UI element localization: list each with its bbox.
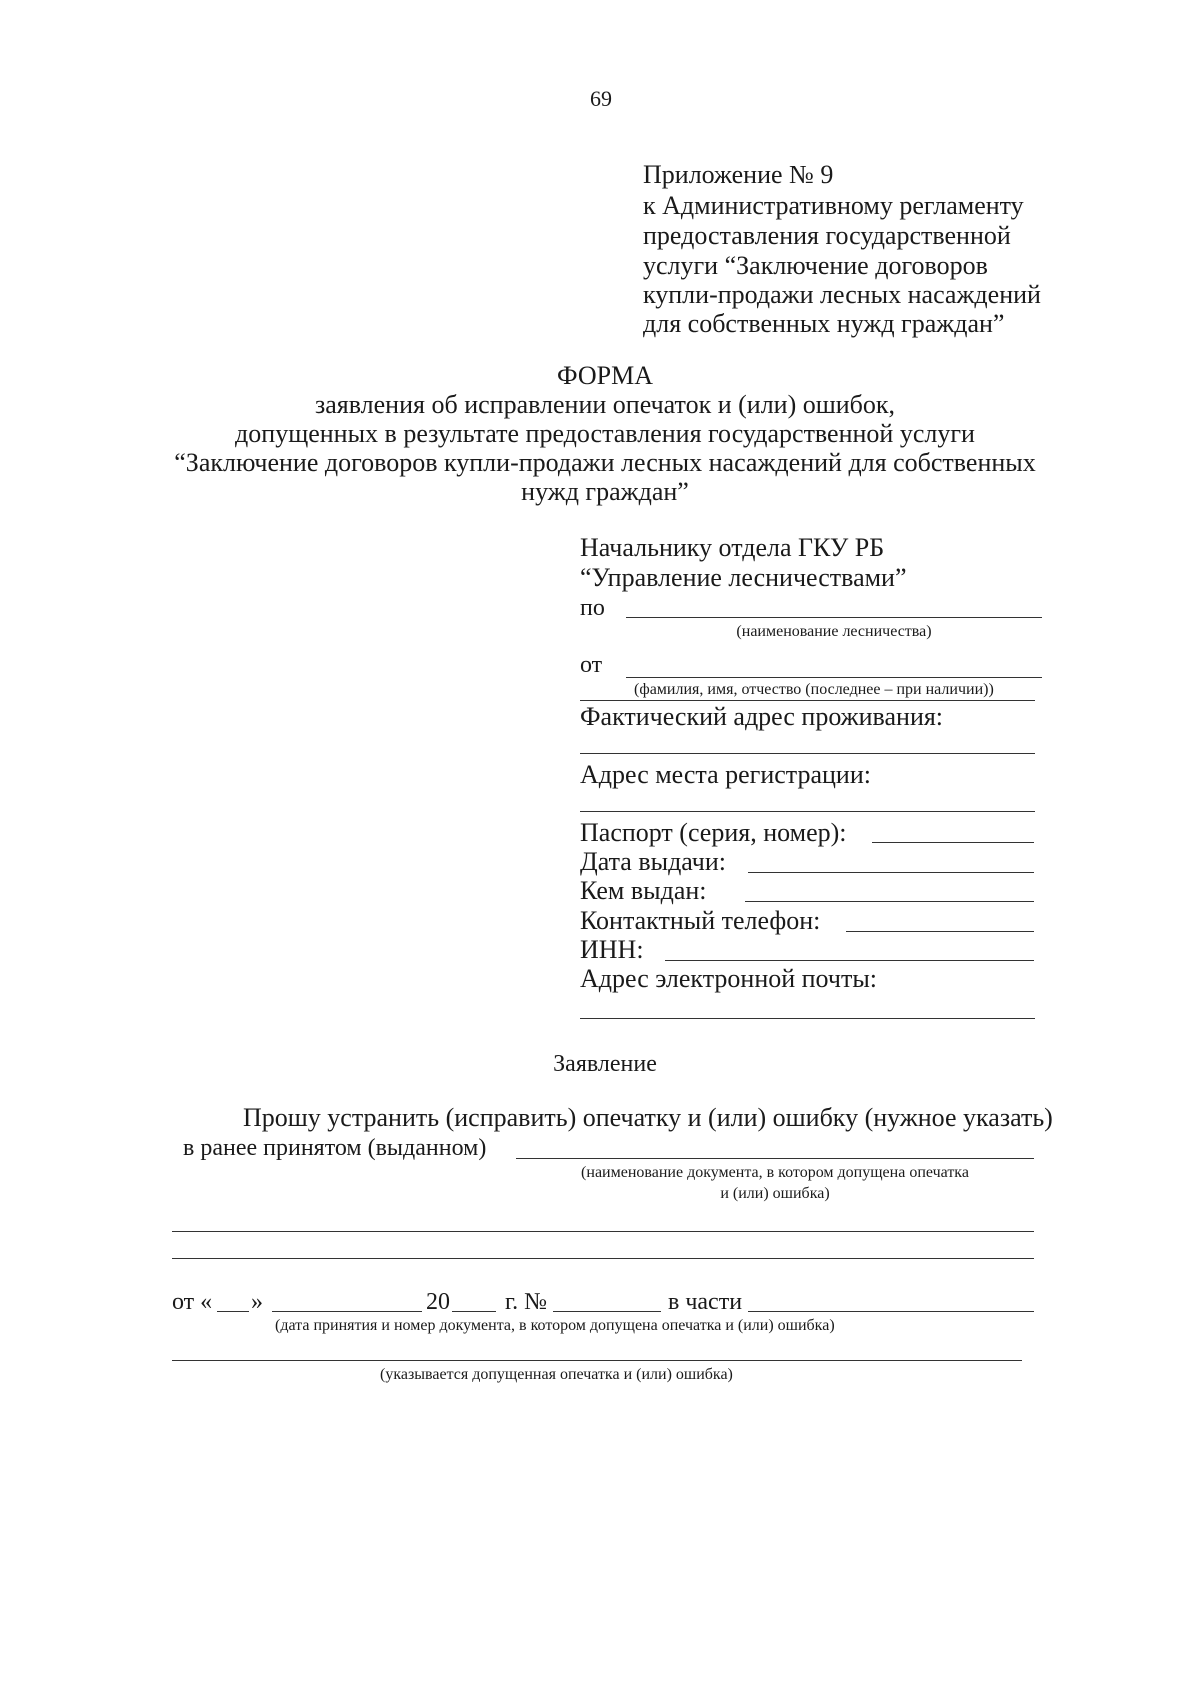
statement-heading: Заявление	[553, 1051, 657, 1077]
phone-label: Контактный телефон:	[580, 906, 821, 935]
appendix-line: купли-продажи лесных насаждений	[643, 280, 1041, 309]
reg-address-label: Адрес места регистрации:	[580, 760, 871, 789]
issued-by-label: Кем выдан:	[580, 876, 707, 905]
page-number: 69	[590, 86, 612, 111]
document-number-field[interactable]	[553, 1311, 661, 1312]
email-label: Адрес электронной почты:	[580, 964, 878, 993]
ot-label: от	[580, 652, 603, 678]
statement-line: Прошу устранить (исправить) опечатку и (или) ошибку (нужное указать)	[243, 1103, 1053, 1132]
document-name-caption: (наименование документа, в котором допущена опечатка	[581, 1164, 969, 1181]
document-name-field-cont[interactable]	[172, 1231, 1034, 1232]
passport-label: Паспорт (серия, номер):	[580, 818, 847, 847]
issue-date-field[interactable]	[748, 872, 1034, 873]
passport-field[interactable]	[872, 842, 1034, 843]
form-title-line: допущенных в результате предоставления государственной услуги	[235, 419, 975, 448]
document-name-caption: и (или) ошибка)	[720, 1185, 830, 1202]
reg-address-field[interactable]	[580, 811, 1035, 812]
email-field[interactable]	[580, 1018, 1035, 1019]
in-part-field[interactable]	[748, 1311, 1034, 1312]
inn-field[interactable]	[665, 960, 1034, 961]
document-name-field[interactable]	[516, 1158, 1034, 1159]
date-open: от «	[172, 1289, 213, 1315]
date-close: »	[251, 1289, 263, 1315]
appendix-line: к Административному регламенту	[643, 191, 1024, 220]
form-title-line: заявления об исправлении опечаток и (или) ошибок,	[314, 390, 896, 419]
issued-by-field[interactable]	[745, 901, 1034, 902]
addressee-line: “Управление лесничествами”	[580, 563, 907, 592]
issue-date-label: Дата выдачи:	[580, 847, 727, 876]
fact-address-field[interactable]	[580, 753, 1035, 754]
applicant-name-caption: (фамилия, имя, отчество (последнее – при наличии))	[634, 681, 994, 698]
caption-underline	[580, 700, 1035, 701]
document-name-field-cont[interactable]	[172, 1258, 1034, 1259]
appendix-line: услуги “Заключение договоров	[643, 251, 988, 280]
fact-address-label: Фактический адрес проживания:	[580, 702, 944, 731]
date-number-caption: (дата принятия и номер документа, в котором допущена опечатка и (или) ошибка)	[275, 1317, 835, 1334]
form-title-line: “Заключение договоров купли-продажи лесных насаждений для собственных	[174, 448, 1036, 477]
error-description-caption: (указывается допущенная опечатка и (или) ошибка)	[380, 1366, 733, 1383]
day-field[interactable]	[217, 1311, 249, 1312]
form-heading: ФОРМА	[557, 361, 653, 390]
appendix-line: предоставления государственной	[643, 221, 1011, 250]
appendix-line: для собственных нужд граждан”	[643, 309, 1005, 338]
month-field[interactable]	[272, 1311, 422, 1312]
form-title-line: нужд граждан”	[521, 477, 689, 506]
forestry-name-field[interactable]	[626, 617, 1042, 618]
addressee-line: Начальнику отдела ГКУ РБ	[580, 533, 885, 562]
number-label: г. №	[505, 1289, 548, 1315]
statement-line: в ранее принятом (выданном)	[183, 1135, 487, 1161]
applicant-name-field[interactable]	[626, 677, 1042, 678]
year-field[interactable]	[452, 1311, 496, 1312]
year-prefix: 20	[426, 1289, 450, 1315]
inn-label: ИНН:	[580, 935, 644, 964]
phone-field[interactable]	[846, 931, 1034, 932]
in-part-label: в части	[668, 1289, 743, 1315]
po-label: по	[580, 595, 605, 621]
error-description-field[interactable]	[172, 1360, 1022, 1361]
appendix-line: Приложение № 9	[643, 160, 834, 189]
forestry-name-caption: (наименование лесничества)	[736, 623, 932, 640]
